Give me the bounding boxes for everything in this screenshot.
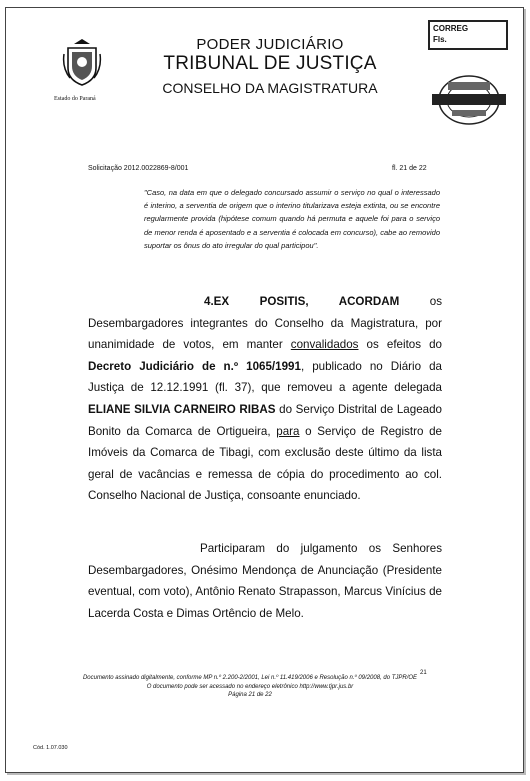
decision-decree: Decreto Judiciário de n.º 1065/1991 [88,359,301,373]
decision-text-5: o Serviço de Registro de Imóveis da Comarca de Tibagi, com exclusão deste último da lista geral de vacâncias e remessa de cópia do procedimento ao col. Conselho Nacional de Justiça, consoante enunciado. [88,424,442,503]
page-reference: fl. 21 de 22 [392,165,427,172]
quoted-excerpt: "Caso, na data em que o delegado concursado assumir o serviço no qual o interessado é interino, a serventia de origem que o interino titularizava esteja extinta, ou se encontre regularmente provida (hipótese comum quando há permuta e aquele foi para o serviço de menor renda é aposentado e a serventia é colocada em concurso), cabe ao removido suportar os ônus do ato irregular do qual participou". [144,188,440,250]
footer-line-1: Documento assinado digitalmente, conforme MP n.º 2.200-2/2001, Lei n.º 11.419/2006 e Resolução n.º 09/2008, do TJPR/OE [82,675,418,681]
decision-text-1: os Desembargadores integrantes do Conselho da Magistratura, por unanimidade de votos, em manter [88,295,442,352]
decision-text-4: do Serviço Distrital de Lageado Bonito da Comarca de Ortigueira, [88,402,442,438]
decision-text-3: , publicado no Diário da Justiça de 12.12.1991 (fl. 37), que removeu a agente delegada [88,359,442,395]
decision-agent-name: ELIANE SILVIA CARNEIRO RIBAS [88,402,276,416]
request-number: Solicitação 2012.0022869-8/001 [88,165,189,172]
header-poder-judiciario: PODER JUDICIÁRIO [196,36,344,53]
participants-paragraph [88,538,442,624]
footer-line-2: O documento pode ser acessado no endereço eletrônico http://www.tjpr.jus.br [146,683,354,690]
document-code: Cód. 1.07.030 [33,745,68,751]
footer-line-3: Página 21 de 22 [228,692,272,698]
decision-text-2: os efeitos do [358,338,443,352]
decision-lead: 4.EX POSITIS, ACORDAM [204,295,400,308]
stamp-line-1: CORREG [433,24,469,33]
decision-convalidados: convalidados [290,338,359,352]
page-stamp [428,20,508,50]
header-conselho: CONSELHO DA MAGISTRATURA [162,80,378,96]
header-tribunal: TRIBUNAL DE JUSTIÇA [163,53,377,74]
state-label: Estado do Paraná [54,96,96,102]
stamp-line-2: Fls. [433,35,447,44]
footer-notice [60,674,440,700]
parana-coat-of-arms-icon [62,38,102,88]
footer-page-number: 21 [420,670,427,676]
participants-indent [88,542,200,555]
participants-text: Participaram do julgamento os Senhores Desembargadores, Onésimo Mendonça de Anunciação (Presidente eventual, com voto), Antônio Renato Strapasson, Marcus Vinícius de Lacerda Costa e Dimas Ortêncio de Melo. [88,542,442,620]
official-seal-icon [428,70,510,130]
decision-para: para [276,424,300,438]
decision-paragraph [88,291,442,507]
